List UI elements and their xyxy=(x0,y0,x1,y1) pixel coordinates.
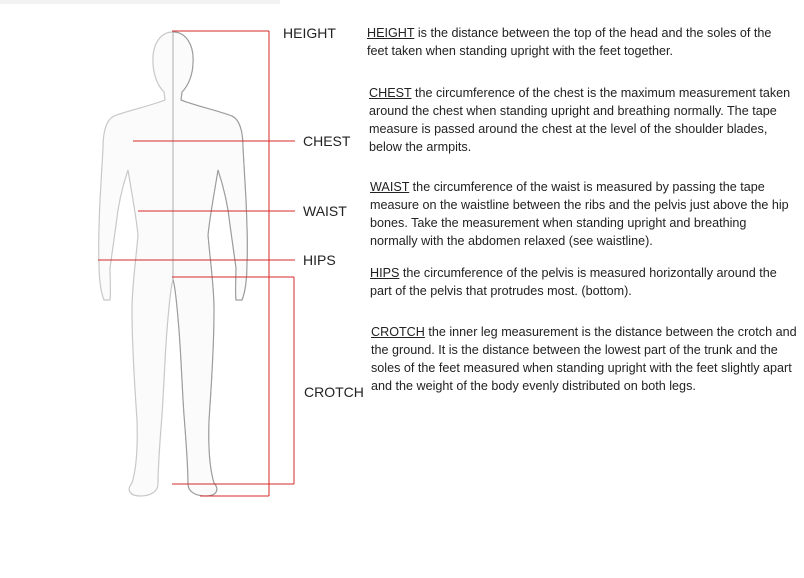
height-label: HEIGHT xyxy=(283,25,336,41)
height-text: is the distance between the top of the head and the soles of the feet taken when standing upright with the feet together. xyxy=(367,26,772,58)
waist-label: WAIST xyxy=(303,203,347,219)
crotch-label: CROTCH xyxy=(304,384,364,400)
chest-text: the circumference of the chest is the maximum measurement taken around the chest when standing upright and breathing normally. The tape measure is passed around the chest at the level of the shoulder blades, below the armpits. xyxy=(369,86,791,154)
hips-term: HIPS xyxy=(370,266,400,280)
hips-description xyxy=(370,264,795,300)
chest-label: CHEST xyxy=(303,133,351,149)
chest-description xyxy=(369,84,794,156)
body-figure xyxy=(0,0,360,578)
height-term: HEIGHT xyxy=(367,26,415,40)
waist-term: WAIST xyxy=(370,180,410,194)
body-silhouette xyxy=(99,32,248,496)
crotch-text: the inner leg measurement is the distance between the crotch and the ground. It is the distance between the lowest part of the trunk and the soles of the feet measured when standing upright with the feet slightly apart and the weight of the body evenly distributed on both legs. xyxy=(371,325,797,393)
hips-label: HIPS xyxy=(303,252,336,268)
height-description xyxy=(367,24,795,60)
crotch-term: CROTCH xyxy=(371,325,425,339)
hips-text: the circumference of the pelvis is measured horizontally around the part of the pelvis that protrudes most. (bottom). xyxy=(370,266,777,298)
chest-term: CHEST xyxy=(369,86,412,100)
crotch-description xyxy=(371,323,799,395)
waist-text: the circumference of the waist is measured by passing the tape measure on the waistline between the ribs and the pelvis just above the hip bones. Take the measurement when standing upright and breathing normally with the abdomen relaxed (see waistline). xyxy=(370,180,789,248)
waist-description xyxy=(370,178,790,250)
